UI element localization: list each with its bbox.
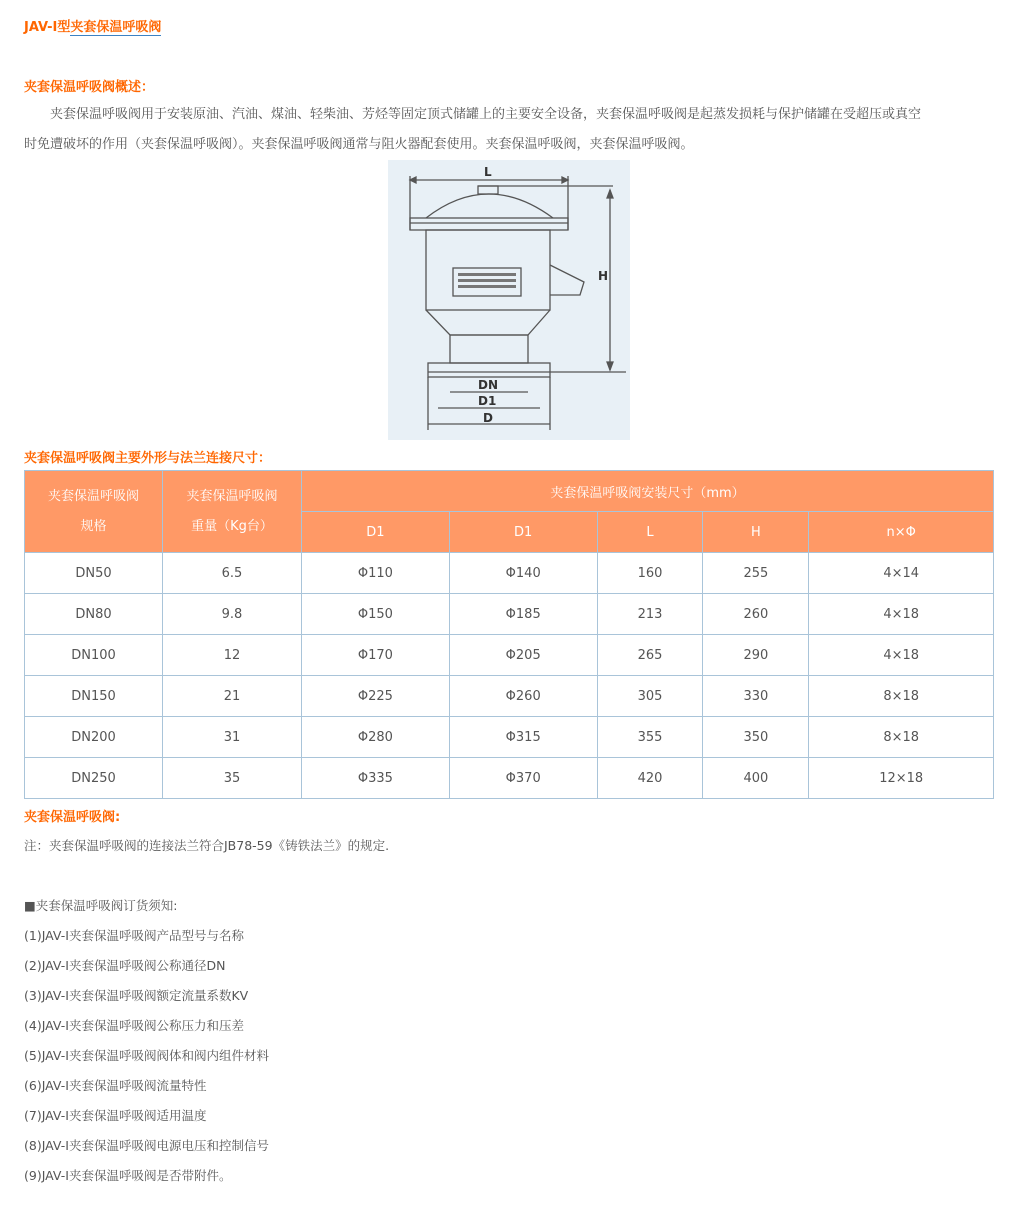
valve-drawing-icon [388, 160, 630, 440]
table-row: DN150 21 Φ225 Φ260 305 330 8×18 [25, 676, 994, 717]
title-link[interactable]: 夹套保温呼吸阀 [70, 20, 162, 35]
order-heading: ■夹套保温呼吸阀订货须知: [24, 898, 178, 913]
header-l: L [597, 512, 703, 553]
svg-text:DN: DN [478, 378, 499, 392]
header-h: H [703, 512, 809, 553]
header-weight: 夹套保温呼吸阀 重量（Kg台） [163, 471, 302, 553]
list-item: (7)JAV-I夹套保温呼吸阀适用温度 [24, 1108, 207, 1123]
list-item: (6)JAV-I夹套保温呼吸阀流量特性 [24, 1078, 207, 1093]
table-row: DN80 9.8 Φ150 Φ185 213 260 4×18 [25, 594, 994, 635]
header-nphi: n×Φ [809, 512, 994, 553]
order-notes [24, 896, 269, 1196]
list-item: (2)JAV-I夹套保温呼吸阀公称通径DN [24, 958, 226, 973]
overview-line-2: 时免遭破坏的作用（夹套保温呼吸阀）。夹套保温呼吸阀通常与阻火器配套使用。夹套保温呼吸阀，夹套保温呼吸阀。 [24, 137, 694, 152]
dimension-table [24, 470, 994, 799]
header-d1b: D1 [449, 512, 597, 553]
list-item: (9)JAV-I夹套保温呼吸阀是否带附件。 [24, 1168, 232, 1183]
header-spec: 夹套保温呼吸阀 规格 [25, 471, 163, 553]
list-item: (3)JAV-I夹套保温呼吸阀额定流量系数KV [24, 988, 249, 1003]
overview-line-1: 夹套保温呼吸阀用于安装原油、汽油、煤油、轻柴油、芳烃等固定顶式储罐上的主要安全设备，夹套保温呼吸阀是起蒸发损耗与保护储罐在受超压或真空 [50, 107, 922, 122]
svg-text:L: L [484, 165, 492, 179]
table-row: DN50 6.5 Φ110 Φ140 160 255 4×14 [25, 553, 994, 594]
svg-text:D: D [483, 411, 493, 425]
overview-heading: 夹套保温呼吸阀概述： [24, 80, 155, 95]
header-install-size: 夹套保温呼吸阀安装尺寸（mm） [302, 471, 994, 512]
table-row: DN200 31 Φ280 Φ315 355 350 8×18 [25, 717, 994, 758]
list-item: (1)JAV-I夹套保温呼吸阀产品型号与名称 [24, 928, 244, 943]
overview-text [24, 100, 999, 160]
flange-note: 注：夹套保温呼吸阀的连接法兰符合JB78-59《铸铁法兰》的规定. [24, 838, 390, 853]
valve-dimension-diagram [388, 160, 630, 440]
list-item: (4)JAV-I夹套保温呼吸阀公称压力和压差 [24, 1018, 244, 1033]
table-row: DN100 12 Φ170 Φ205 265 290 4×18 [25, 635, 994, 676]
svg-text:H: H [598, 269, 609, 283]
list-item: (8)JAV-I夹套保温呼吸阀电源电压和控制信号 [24, 1138, 269, 1153]
list-item: (5)JAV-I夹套保温呼吸阀阀体和阀内组件材料 [24, 1048, 269, 1063]
svg-text:D1: D1 [478, 394, 497, 408]
table-row: DN250 35 Φ335 Φ370 420 400 12×18 [25, 758, 994, 799]
table-heading: 夹套保温呼吸阀主要外形与法兰连接尺寸： [24, 451, 272, 466]
title-prefix: JAV-I型 [24, 20, 71, 35]
header-d1: D1 [302, 512, 450, 553]
notes-heading: 夹套保温呼吸阀: [24, 810, 121, 825]
page-title [24, 16, 161, 35]
